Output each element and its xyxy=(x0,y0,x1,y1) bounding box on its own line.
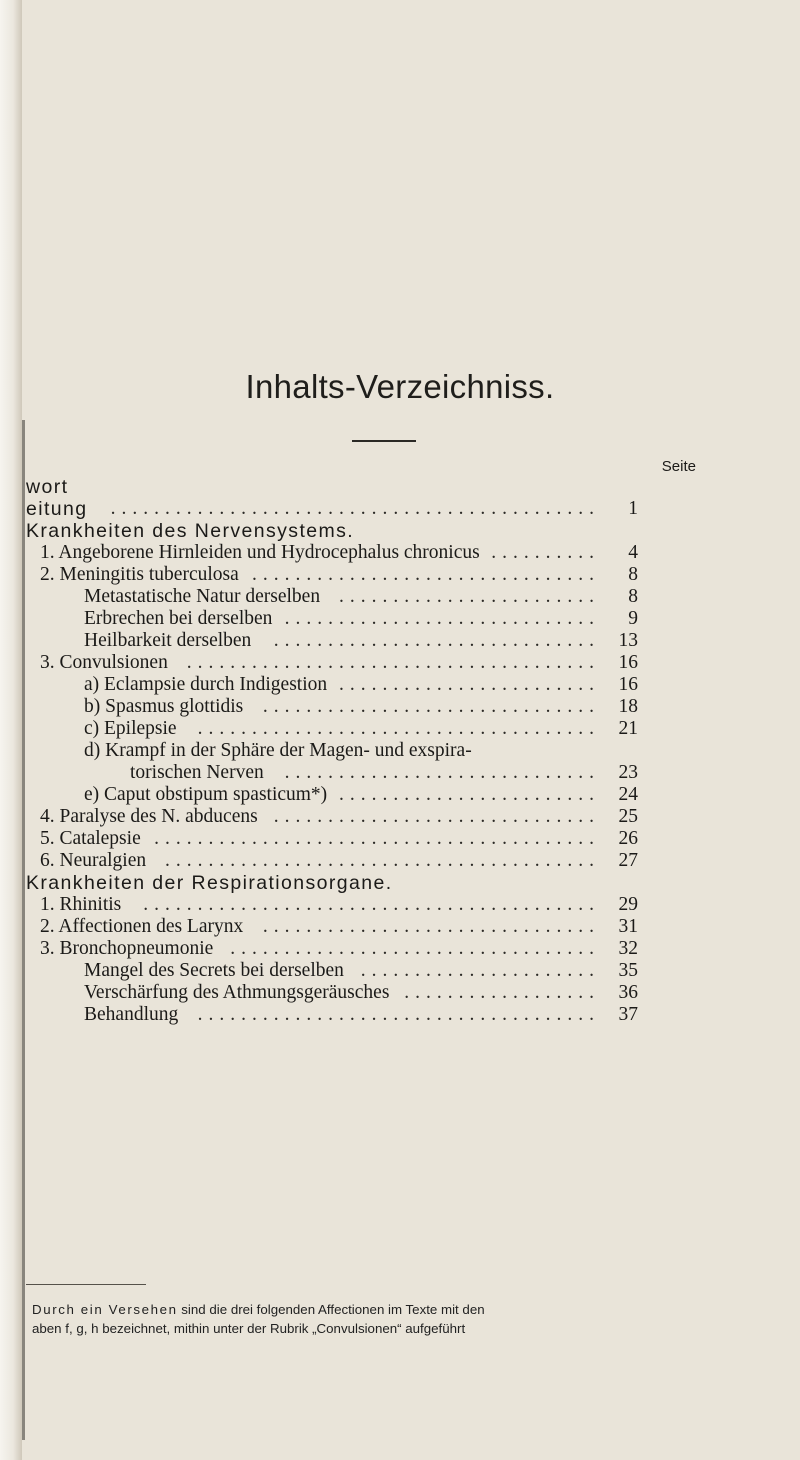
toc-entry-page: 13 xyxy=(618,630,638,651)
toc-entry-label-continued: torischen Nerven xyxy=(130,762,264,783)
dot-leader: .......... xyxy=(491,542,600,563)
toc-entry-label: 3. Bronchopneumonie xyxy=(40,938,214,959)
toc-entry xyxy=(26,608,638,630)
toc-entry xyxy=(26,586,638,608)
toc-entry-label: Krankheiten des Nervensystems. xyxy=(26,520,355,542)
toc-entry-page: 21 xyxy=(618,718,638,739)
toc-entry xyxy=(26,476,638,498)
toc-entry-label: Krankheiten der Respirationsorgane. xyxy=(26,872,393,894)
toc-entry-page: 8 xyxy=(628,586,638,607)
page-column-header: Seite xyxy=(661,458,696,475)
toc-entry-page: 9 xyxy=(628,608,638,629)
dot-leader: ...................................... xyxy=(186,652,600,673)
footnote-line-1 xyxy=(32,1300,772,1319)
toc-entry-label: Erbrechen bei derselben xyxy=(84,608,273,629)
dot-leader: ..................................... xyxy=(197,718,600,739)
dot-leader: ............................. xyxy=(284,608,600,629)
toc-entry xyxy=(26,828,638,850)
toc-entry-label: Verschärfung des Athmungsgeräusches xyxy=(84,982,390,1003)
toc-entry xyxy=(26,982,638,1004)
dot-leader: .................. xyxy=(404,982,600,1003)
toc-entry-page: 32 xyxy=(618,938,638,959)
dot-leader: .................................. xyxy=(230,938,600,959)
dot-leader: ........................ xyxy=(339,674,600,695)
toc-entry-label: Metastatische Natur derselben xyxy=(84,586,321,607)
toc-entry-label: 1. Rhinitis xyxy=(40,894,122,915)
toc-entry xyxy=(26,674,638,696)
toc-entry-page: 31 xyxy=(618,916,638,937)
dot-leader: ........................................ xyxy=(165,850,600,871)
toc-entry-page: 35 xyxy=(618,960,638,981)
toc-entry xyxy=(26,806,638,828)
footnote-rule xyxy=(26,1284,146,1285)
dot-leader: ...................... xyxy=(360,960,600,981)
footnote-line-1-rest: sind die drei folgenden Affectionen im Texte mit den xyxy=(177,1302,485,1317)
toc-entry xyxy=(26,630,638,652)
toc-entry-page: 16 xyxy=(618,674,638,695)
toc-entry-page: 23 xyxy=(618,762,638,783)
dot-leader: ............................................. xyxy=(110,498,600,519)
dot-leader: ........................ xyxy=(339,784,600,805)
dot-leader: ..................................... xyxy=(197,1004,600,1025)
toc-entry-page: 25 xyxy=(618,806,638,827)
toc-entry xyxy=(26,916,638,938)
dot-leader: .............................. xyxy=(273,806,600,827)
toc-entry-label: 2. Affectionen des Larynx xyxy=(40,916,244,937)
page-title: Inhalts-Verzeichniss. xyxy=(245,368,555,405)
toc-entry-page: 29 xyxy=(618,894,638,915)
toc-entry-page: 16 xyxy=(618,652,638,673)
toc-entry-label: Heilbarkeit derselben xyxy=(84,630,252,651)
toc-entry xyxy=(26,784,638,806)
toc-entry-label: b) Spasmus glottidis xyxy=(84,696,244,717)
toc-entry-label: d) Krampf in der Sphäre der Magen- und exspira- xyxy=(84,740,472,761)
toc-entry xyxy=(26,498,638,520)
toc-entry-label: Behandlung xyxy=(84,1004,179,1025)
toc-entry xyxy=(26,960,638,982)
toc-entry xyxy=(26,740,638,784)
toc-entry-label: a) Eclampsie durch Indigestion xyxy=(84,674,328,695)
toc-entry-label: 2. Meningitis tuberculosa xyxy=(40,564,239,585)
dot-leader: .......................................... xyxy=(143,894,600,915)
footnote-line-2: aben f, g, h bezeichnet, mithin unter der Rubrik „Convulsionen“ aufgeführt xyxy=(32,1321,466,1336)
toc-entry-label: e) Caput obstipum spasticum*) xyxy=(84,784,328,805)
toc-entry-page: 1 xyxy=(628,498,638,519)
dot-leader: ............................... xyxy=(262,696,600,717)
toc-entry xyxy=(26,850,638,872)
toc-entry-page: 8 xyxy=(628,564,638,585)
toc-entry xyxy=(26,696,638,718)
toc-entry-page: 4 xyxy=(628,542,638,563)
toc-entry xyxy=(26,872,638,894)
page-edge xyxy=(0,0,22,1460)
toc-entry xyxy=(26,520,638,542)
dot-leader: ................................ xyxy=(252,564,600,585)
toc-entry-page: 24 xyxy=(618,784,638,805)
toc-entry-label: 3. Convulsionen xyxy=(40,652,168,673)
toc-entry-page: 26 xyxy=(618,828,638,849)
toc-entry-label: 6. Neuralgien xyxy=(40,850,147,871)
toc-entry xyxy=(26,564,638,586)
footnote xyxy=(32,1300,772,1338)
toc-entry-page: 37 xyxy=(618,1004,638,1025)
dot-leader: ............................. xyxy=(284,762,600,783)
title-rule xyxy=(352,440,416,442)
table-of-contents xyxy=(26,476,638,1026)
toc-entry xyxy=(26,894,638,916)
toc-entry-label: 5. Catalepsie xyxy=(40,828,141,849)
dot-leader: ......................................... xyxy=(154,828,600,849)
dot-leader: ............................... xyxy=(262,916,600,937)
toc-entry-page: 36 xyxy=(618,982,638,1003)
toc-entry-label: 1. Angeborene Hirnleiden und Hydrocephalus chronicus xyxy=(40,542,480,563)
toc-entry-page: 27 xyxy=(618,850,638,871)
toc-entry-page: 18 xyxy=(618,696,638,717)
toc-entry xyxy=(26,718,638,740)
toc-entry-label: Mangel des Secrets bei derselben xyxy=(84,960,344,981)
footnote-lead: Durch ein Versehen xyxy=(32,1302,178,1317)
dot-leader: ........................ xyxy=(339,586,600,607)
toc-entry-label: c) Epilepsie xyxy=(84,718,177,739)
toc-entry xyxy=(26,938,638,960)
dot-leader: .............................. xyxy=(273,630,600,651)
toc-entry xyxy=(26,652,638,674)
toc-entry xyxy=(26,1004,638,1026)
toc-entry-label: 4. Paralyse des N. abducens xyxy=(40,806,258,827)
toc-entry-label: wort xyxy=(26,476,69,498)
page-gutter-shadow xyxy=(22,420,25,1440)
toc-entry xyxy=(26,542,638,564)
toc-entry-label: eitung xyxy=(26,498,88,520)
